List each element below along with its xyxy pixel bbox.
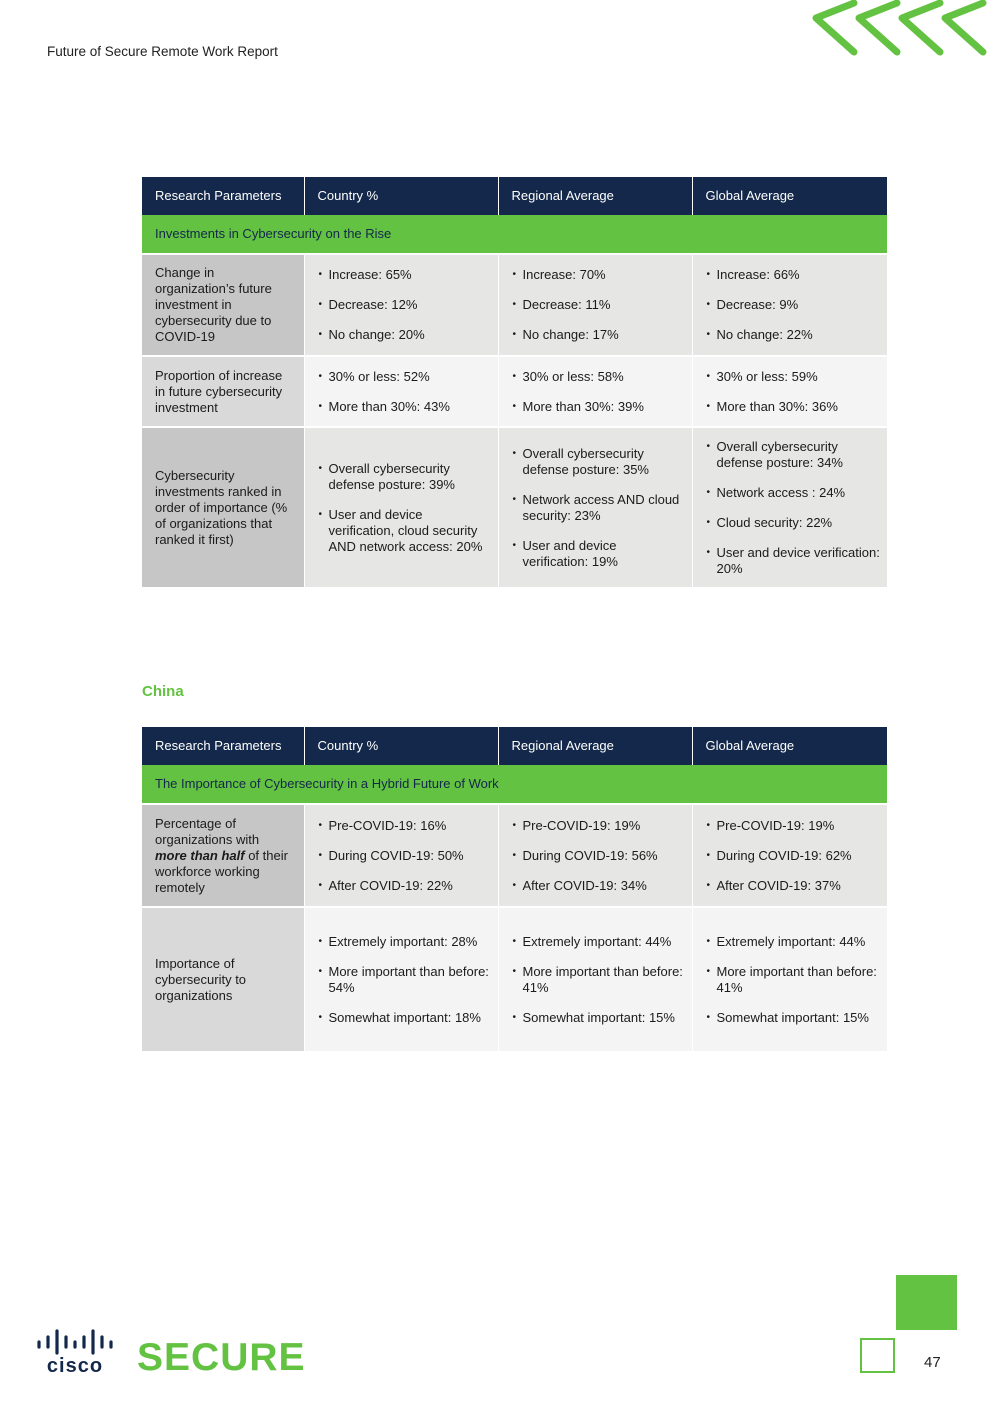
list-item: • No change: 17% [513, 327, 686, 343]
list-item: • More than 30%: 39% [513, 399, 686, 415]
regional-cell [498, 427, 692, 588]
list-item: • Increase: 70% [513, 267, 686, 283]
header-country: Country % [304, 177, 498, 215]
param-emphasis: more than half [155, 847, 245, 863]
list-item: • Cloud security: 22% [707, 515, 882, 531]
list-item: • During COVID-19: 50% [319, 848, 492, 864]
list-item: • Somewhat important: 15% [513, 1010, 686, 1026]
param-cell [142, 804, 304, 907]
cisco-logo [36, 1328, 120, 1381]
global-cell [692, 427, 887, 588]
list-item: • Decrease: 12% [319, 297, 492, 313]
list-item: • After COVID-19: 22% [319, 878, 492, 894]
country-cell [304, 356, 498, 427]
country-cell [304, 427, 498, 588]
investments-table [142, 177, 887, 589]
list-item: • More important than before: 54% [319, 964, 492, 996]
country-cell [304, 254, 498, 356]
table-row [142, 254, 887, 356]
list-item: • 30% or less: 59% [707, 369, 882, 385]
header-regional-average: Regional Average [498, 177, 692, 215]
header-country: Country % [304, 727, 498, 765]
param-cell: Cybersecurity investments ranked in order of importance (% of organizations that ranked it first) [142, 427, 304, 588]
page-number: 47 [924, 1354, 941, 1371]
chevron-decoration-icon [800, 0, 992, 62]
header-regional-average: Regional Average [498, 727, 692, 765]
global-cell [692, 254, 887, 356]
list-item: • More than 30%: 36% [707, 399, 882, 415]
param-cell: Importance of cybersecurity to organizations [142, 907, 304, 1052]
section-title: The Importance of Cybersecurity in a Hybrid Future of Work [142, 765, 887, 804]
list-item: • Extremely important: 44% [707, 934, 882, 950]
list-item: • During COVID-19: 56% [513, 848, 686, 864]
list-item: • Overall cybersecurity defense posture: 39% [319, 461, 492, 493]
report-title: Future of Secure Remote Work Report [47, 44, 278, 59]
list-item: • Somewhat important: 18% [319, 1010, 492, 1026]
table-row [142, 804, 887, 907]
param-text: of their workforce working remotely [155, 847, 288, 895]
list-item: • Overall cybersecurity defense posture: 35% [513, 446, 686, 478]
header-global-average: Global Average [692, 727, 887, 765]
cisco-bars-icon [36, 1328, 120, 1376]
global-cell [692, 804, 887, 907]
list-item: • Increase: 65% [319, 267, 492, 283]
list-item: • After COVID-19: 37% [707, 878, 882, 894]
list-item: • More than 30%: 43% [319, 399, 492, 415]
table-header-row [142, 177, 887, 215]
header-research-parameters: Research Parameters [142, 177, 304, 215]
list-item: • Network access : 24% [707, 485, 882, 501]
list-item: • During COVID-19: 62% [707, 848, 882, 864]
list-item: • User and device verification: 19% [513, 538, 686, 570]
list-item: • User and device verification: 20% [707, 545, 882, 577]
list-item: • Pre-COVID-19: 19% [707, 818, 882, 834]
list-item: • More important than before: 41% [513, 964, 686, 996]
green-square-decoration [896, 1275, 957, 1330]
global-cell [692, 356, 887, 427]
list-item: • Somewhat important: 15% [707, 1010, 882, 1026]
list-item: • 30% or less: 58% [513, 369, 686, 385]
country-cell [304, 804, 498, 907]
section-title: Investments in Cybersecurity on the Rise [142, 215, 887, 254]
regional-cell [498, 254, 692, 356]
secure-logo-text: SECURE [137, 1336, 306, 1379]
list-item: • Network access AND cloud security: 23% [513, 492, 686, 524]
table-row [142, 427, 887, 588]
list-item: • More important than before: 41% [707, 964, 882, 996]
table-row [142, 356, 887, 427]
list-item: • Increase: 66% [707, 267, 882, 283]
country-heading: China [142, 683, 184, 700]
list-item: • No change: 22% [707, 327, 882, 343]
param-cell: Change in organization’s future investment in cybersecurity due to COVID-19 [142, 254, 304, 356]
list-item: • After COVID-19: 34% [513, 878, 686, 894]
hybrid-work-table [142, 727, 887, 1053]
list-item: • User and device verification, cloud security AND network access: 20% [319, 507, 492, 555]
header-research-parameters: Research Parameters [142, 727, 304, 765]
list-item: • Extremely important: 44% [513, 934, 686, 950]
cisco-wordmark: cisco [46, 1355, 104, 1376]
header-global-average: Global Average [692, 177, 887, 215]
table-header-row [142, 727, 887, 765]
list-item: • Extremely important: 28% [319, 934, 492, 950]
country-cell [304, 907, 498, 1052]
list-item: • Decrease: 11% [513, 297, 686, 313]
global-cell [692, 907, 887, 1052]
list-item: • 30% or less: 52% [319, 369, 492, 385]
section-row [142, 215, 887, 254]
regional-cell [498, 804, 692, 907]
regional-cell [498, 356, 692, 427]
section-row [142, 765, 887, 804]
list-item: • Overall cybersecurity defense posture: 34% [707, 439, 882, 471]
list-item: • No change: 20% [319, 327, 492, 343]
regional-cell [498, 907, 692, 1052]
list-item: • Decrease: 9% [707, 297, 882, 313]
param-text: Percentage of organizations with [155, 815, 260, 847]
list-item: • Pre-COVID-19: 16% [319, 818, 492, 834]
green-outline-square-decoration [860, 1338, 895, 1373]
param-cell: Proportion of increase in future cybersecurity investment [142, 356, 304, 427]
list-item: • Pre-COVID-19: 19% [513, 818, 686, 834]
table-row [142, 907, 887, 1052]
